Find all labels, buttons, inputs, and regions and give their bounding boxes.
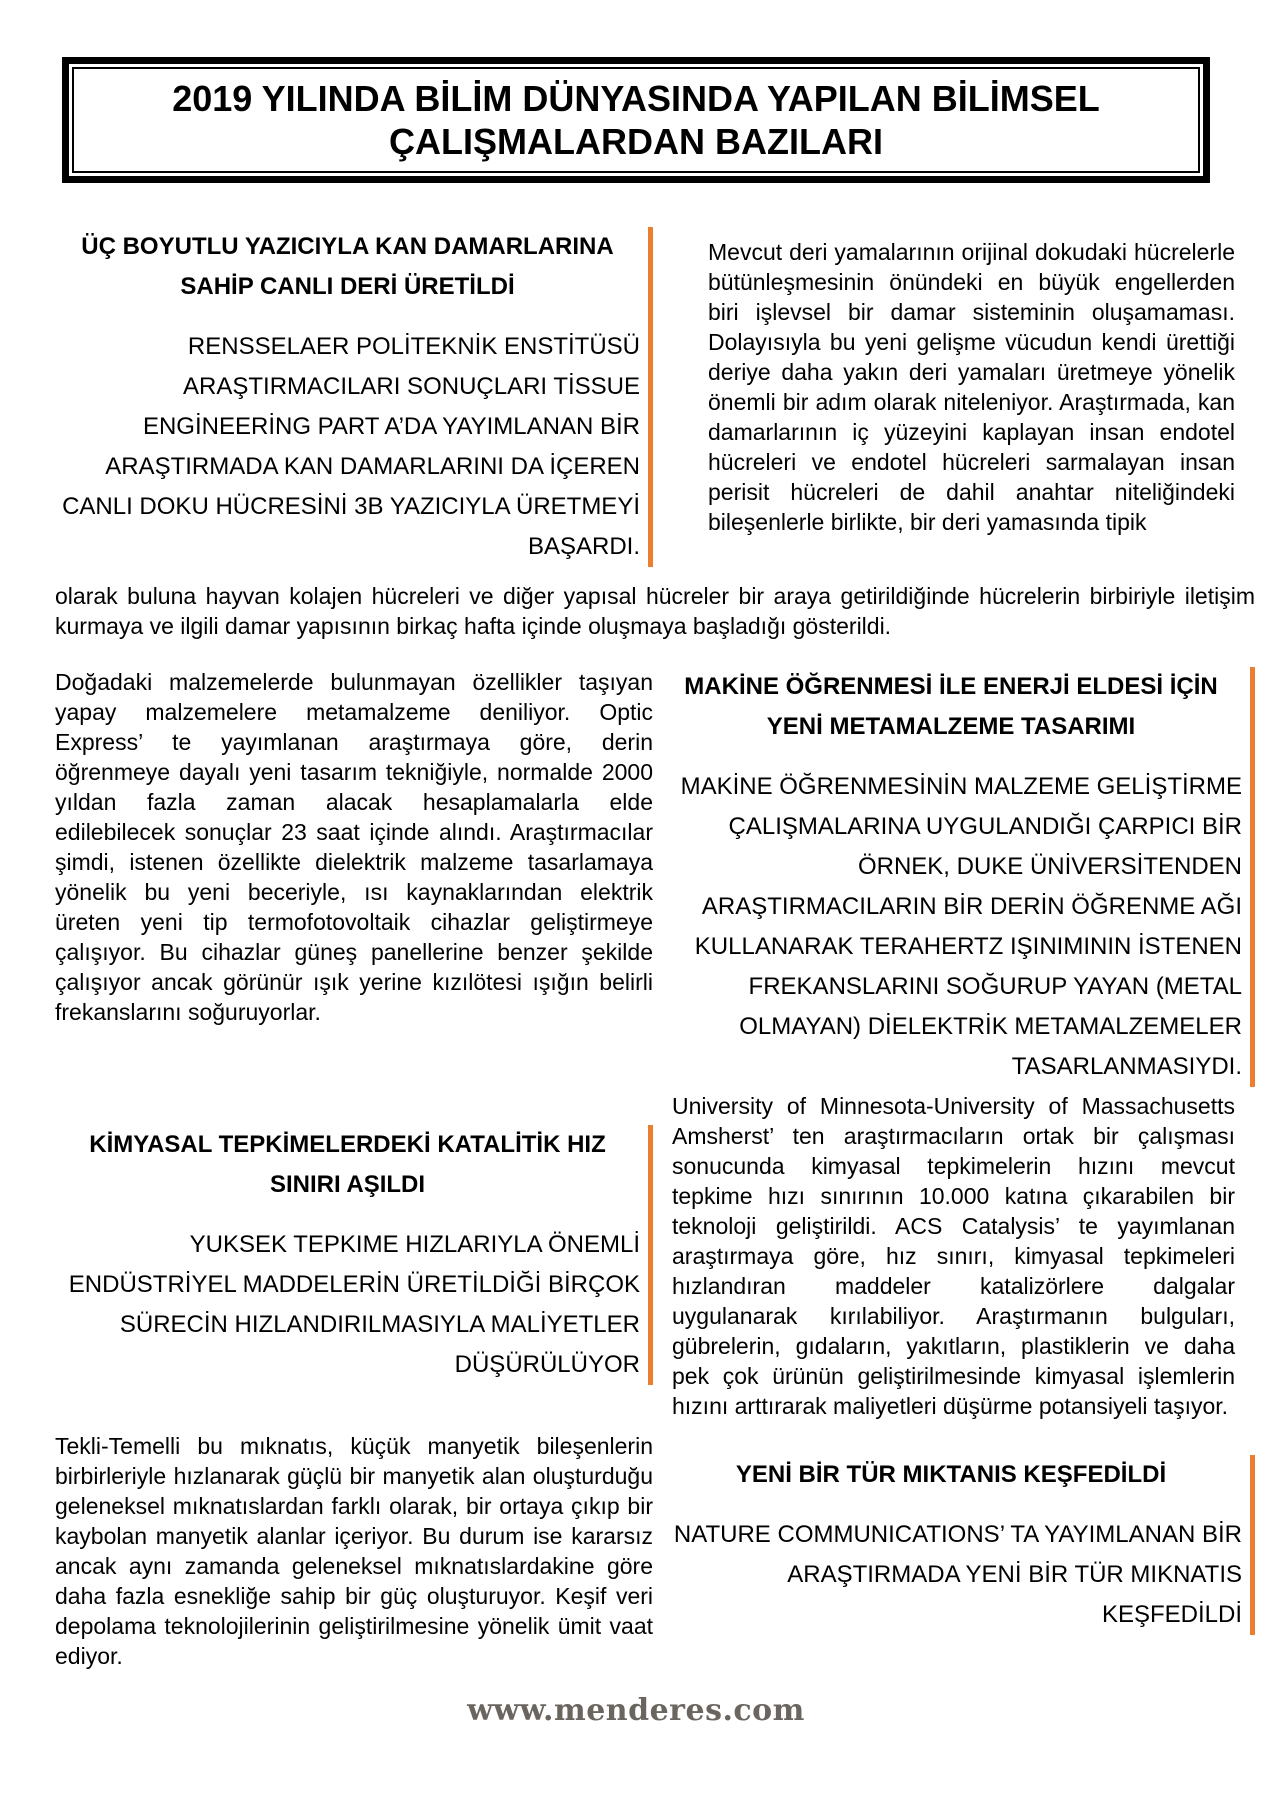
section-metamaterial [55,667,1255,1087]
section-skin-subheading: RENSSELAER POLİTEKNİK ENSTİTÜSÜ ARAŞTIRMACILARI SONUÇLARI TİSSUE ENGİNEERİNG PART A’DA YAYIMLANAN BİR ARAŞTIRMADA KAN DAMARLARINI DA İÇEREN CANLI DOKU HÜCRESİNİ 3B YAZICIYLA ÜRETMEYİ BAŞARDI. [62,333,640,560]
section-skin-heading: ÜÇ BOYUTLU YAZICIYLA KAN DAMARLARINA SAHİP CANLI DERİ ÜRETİLDİ [81,233,614,300]
title-box-inner [72,67,1200,173]
section-skin-body-continued: olarak buluna hayvan kolajen hücreleri ve diğer yapısal hücreler bir araya getirildiğinde hücrelerin birbiriyle iletişim kurmaya ve ilgili damar yapısının birkaç hafta içinde oluşmaya başladığı gösterildi. [55,583,1255,639]
section-metamaterial-heading: MAKİNE ÖĞRENMESİ İLE ENERJİ ELDESİ İÇİN YENİ METAMALZEME TASARIMI [684,673,1218,740]
section-catalysis-subheading: YUKSEK TEPKIME HIZLARIYLA ÖNEMLİ ENDÜSTRİYEL MADDELERİN ÜRETİLDİĞİ BİRÇOK SÜRECİN HIZLANDIRILMASIYLA MALİYETLER DÜŞÜRÜLÜYOR [68,1231,640,1378]
section-magnet-body: Tekli-Temelli bu mıknatıs, küçük manyetik bileşenlerin birbirleriyle hızlanarak güçlü bir manyetik alan oluşturduğu geleneksel mıknatıslardan farklı olarak, bir ortaya çıkıp bir kaybolan manyetik alanlar içeriyor. Bu durum ise kararsız ancak aynı zamanda geleneksel mıknatıslardakine göre daha fazla esnekliğe sahip bir güç oluşturuyor. Keşif veri depolama teknolojilerinin geliştirilmesine yönelik ümit vaat ediyor. [55,1433,653,1669]
section-skin-headline-block [55,227,653,567]
section-magnet-heading: YENİ BİR TÜR MIKTANIS KEŞFEDİLDİ [735,1461,1167,1488]
section-catalysis [55,1091,1255,1421]
footer-url: www.menderes.com [467,1693,805,1728]
section-catalysis-body-column [660,1091,1255,1421]
section-skin [55,227,1255,567]
section-metamaterial-body-column [55,667,653,1027]
section-metamaterial-body: Doğadaki malzemelerde bulunmayan özellikler taşıyan yapay malzemelere metamalzeme deniliyor. Optic Express’ te yayımlanan araştırmaya göre, derin öğrenmeye dayalı yeni tasarım tekniğiyle, normalde 2000 yıldan fazla zaman alacak hesaplamalarla elde edilebilecek sonuçlar 23 saat içinde alındı. Araştırmacılar şimdi, istenen özellikte dielektrik malzeme tasarlamaya yönelik bu yeni beceriyle, ısı kaynaklarından elektrik üreten yeni tip termofotovoltaik cihazlar geliştirmeye çalışıyor. Bu cihazlar güneş panellerine benzer şekilde çalışıyor ancak görünür ışık yerine kızılötesi ışığın belirli frekanslarını soğuruyorlar. [55,669,653,1025]
section-catalysis-headline-block [55,1125,653,1385]
section-skin-body: Mevcut deri yamalarının orijinal dokudaki hücrelerle bütünleşmesinin önündeki en büyük engellerden biri işlevsel bir damar sisteminin oluşamaması. Dolayısıyla bu yeni gelişme vücudun kendi ürettiği deriye daha yakın deri yamaları üretmeye yönelik önemli bir adım olarak niteleniyor. Araştırmada, kan damarlarının iç yüzeyini kaplayan insan endotel hücreleri ve endotel hücreleri sarmalayan insan perisit hücreleri de dahil anahtar niteliğindeki bileşenlerle birlikte, bir deri yamasında tipik [708,239,1235,535]
section-metamaterial-subheading: MAKİNE ÖĞRENMESİNİN MALZEME GELİŞTİRME ÇALIŞMALARINA UYGULANDIĞI ÇARPICI BİR ÖRNEK, DUKE ÜNİVERSİTENDEN ARAŞTIRMACILARIN BİR DERİN ÖĞRENME AĞI KULLANARAK TERAHERTZ IŞINIMININ İSTENEN FREKANSLARINI SOĞURUP YAYAN (METAL OLMAYAN) DİELEKTRİK METAMALZEMELER TASARLANMASIYDI. [680,773,1242,1080]
page-title: 2019 YILINDA BİLİM DÜNYASINDA YAPILAN BİLİMSEL ÇALIŞMALARDAN BAZILARI [172,78,1100,162]
title-box [62,57,1210,183]
section-metamaterial-headline-block [660,667,1255,1087]
section-magnet-subheading: NATURE COMMUNICATIONS’ TA YAYIMLANAN BİR ARAŞTIRMADA YENİ BİR TÜR MIKNATIS KEŞFEDİLDİ [673,1521,1242,1628]
section-catalysis-heading: KİMYASAL TEPKİMELERDEKİ KATALİTİK HIZ SINIRI AŞILDI [89,1131,606,1198]
section-magnet-headline-block [660,1455,1255,1635]
section-catalysis-body: University of Minnesota-University of Massachusetts Amsherst’ ten araştırmacıların ortak bir çalışması sonucunda kimyasal tepkimelerin hızını mevcut tepkime hızı sınırının 10.000 katına çıkarabilen bir teknoloji geliştirildi. ACS Catalysis’ te yayımlanan araştırmaya göre, hız sınırı, kimyasal tepkimeleri hızlandıran maddeler katalizörlere dalgalar uygulanarak kırılabiliyor. Araştırmanın bulguları, gübrelerin, gıdaların, yakıtların, plastiklerin ve daha pek çok ürünün geliştirilmesinde kimyasal işlemlerin hızını arttırarak maliyetleri düşürme potansiyeli taşıyor. [672,1093,1235,1419]
section-magnet [55,1431,1255,1671]
section-skin-body-column [660,227,1255,537]
section-magnet-body-column [55,1431,653,1671]
